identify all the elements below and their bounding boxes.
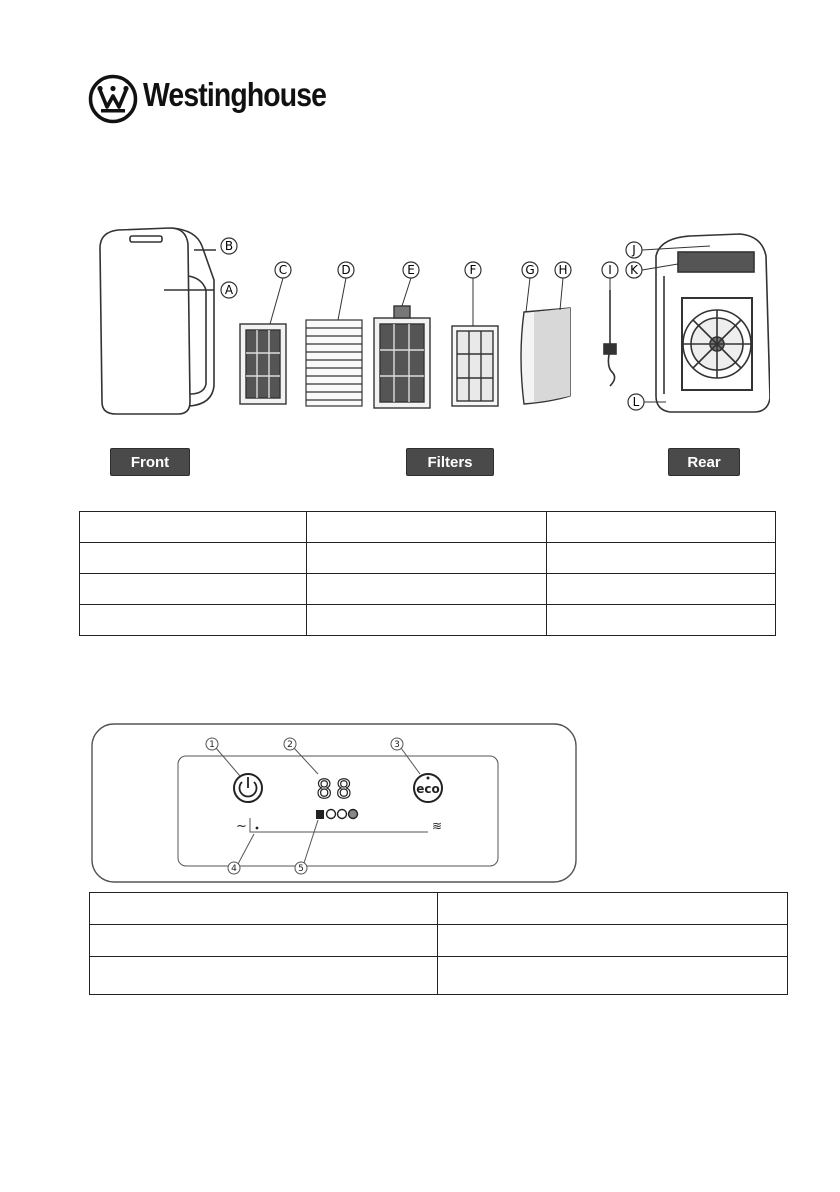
parts-table <box>79 511 776 636</box>
control-panel-illustration <box>90 722 578 884</box>
callout-2: 2 <box>287 740 293 750</box>
control-table <box>89 892 788 995</box>
filter-e <box>374 306 430 408</box>
table-cell <box>307 543 547 574</box>
front-callouts <box>221 238 237 298</box>
table-row <box>80 512 776 543</box>
callout-5: 5 <box>298 864 304 874</box>
table-cell <box>547 574 776 605</box>
eco-button <box>414 774 442 802</box>
rear-unit <box>656 234 770 412</box>
table-cell <box>438 925 788 957</box>
table-row <box>80 605 776 636</box>
table-cell <box>438 957 788 995</box>
filter-gh <box>521 308 570 404</box>
callout-l: L <box>632 395 640 409</box>
digit-display: 88 <box>316 775 356 805</box>
table-row <box>90 893 788 925</box>
callout-d: D <box>341 263 351 277</box>
table-cell <box>90 893 438 925</box>
callout-i: I <box>608 263 612 277</box>
table-row <box>80 543 776 574</box>
callout-h: H <box>558 263 568 277</box>
filters-tag: Filters <box>406 448 494 476</box>
table-cell <box>438 893 788 925</box>
callout-a: A <box>224 283 234 297</box>
power-button <box>234 774 262 802</box>
callout-b: B <box>224 239 234 253</box>
table-row <box>90 925 788 957</box>
callout-k: K <box>630 263 638 277</box>
parts-illustration <box>90 216 770 428</box>
table-cell <box>547 543 776 574</box>
table-cell <box>307 512 547 543</box>
callout-f: F <box>469 263 477 277</box>
callout-c: C <box>278 263 288 277</box>
table-cell <box>307 574 547 605</box>
westinghouse-logo-icon <box>88 74 138 124</box>
table-cell <box>90 957 438 995</box>
filter-c <box>240 324 286 404</box>
filter-d <box>306 320 362 406</box>
table-cell <box>90 925 438 957</box>
brand-name: Westinghouse <box>143 76 327 113</box>
rear-tag: Rear <box>668 448 740 476</box>
callout-3: 3 <box>394 740 400 750</box>
table-row <box>80 574 776 605</box>
table-cell <box>547 512 776 543</box>
table-cell <box>80 543 307 574</box>
power-cord <box>604 290 616 386</box>
brand-logo <box>88 74 348 126</box>
table-cell <box>80 574 307 605</box>
callout-j: J <box>632 243 636 257</box>
table-cell <box>307 605 547 636</box>
filter-f <box>452 326 498 406</box>
table-row <box>90 957 788 995</box>
speed-high-icon: ≋ <box>432 819 443 833</box>
table-cell <box>80 605 307 636</box>
eco-label: eco <box>416 782 440 796</box>
table-cell <box>547 605 776 636</box>
callout-e: E <box>407 263 415 277</box>
callout-4: 4 <box>231 864 237 874</box>
front-tag: Front <box>110 448 190 476</box>
speed-low-icon: ~ <box>236 819 247 834</box>
front-unit <box>100 228 216 414</box>
callout-g: G <box>525 263 535 277</box>
table-cell <box>80 512 307 543</box>
callout-1: 1 <box>209 740 215 750</box>
